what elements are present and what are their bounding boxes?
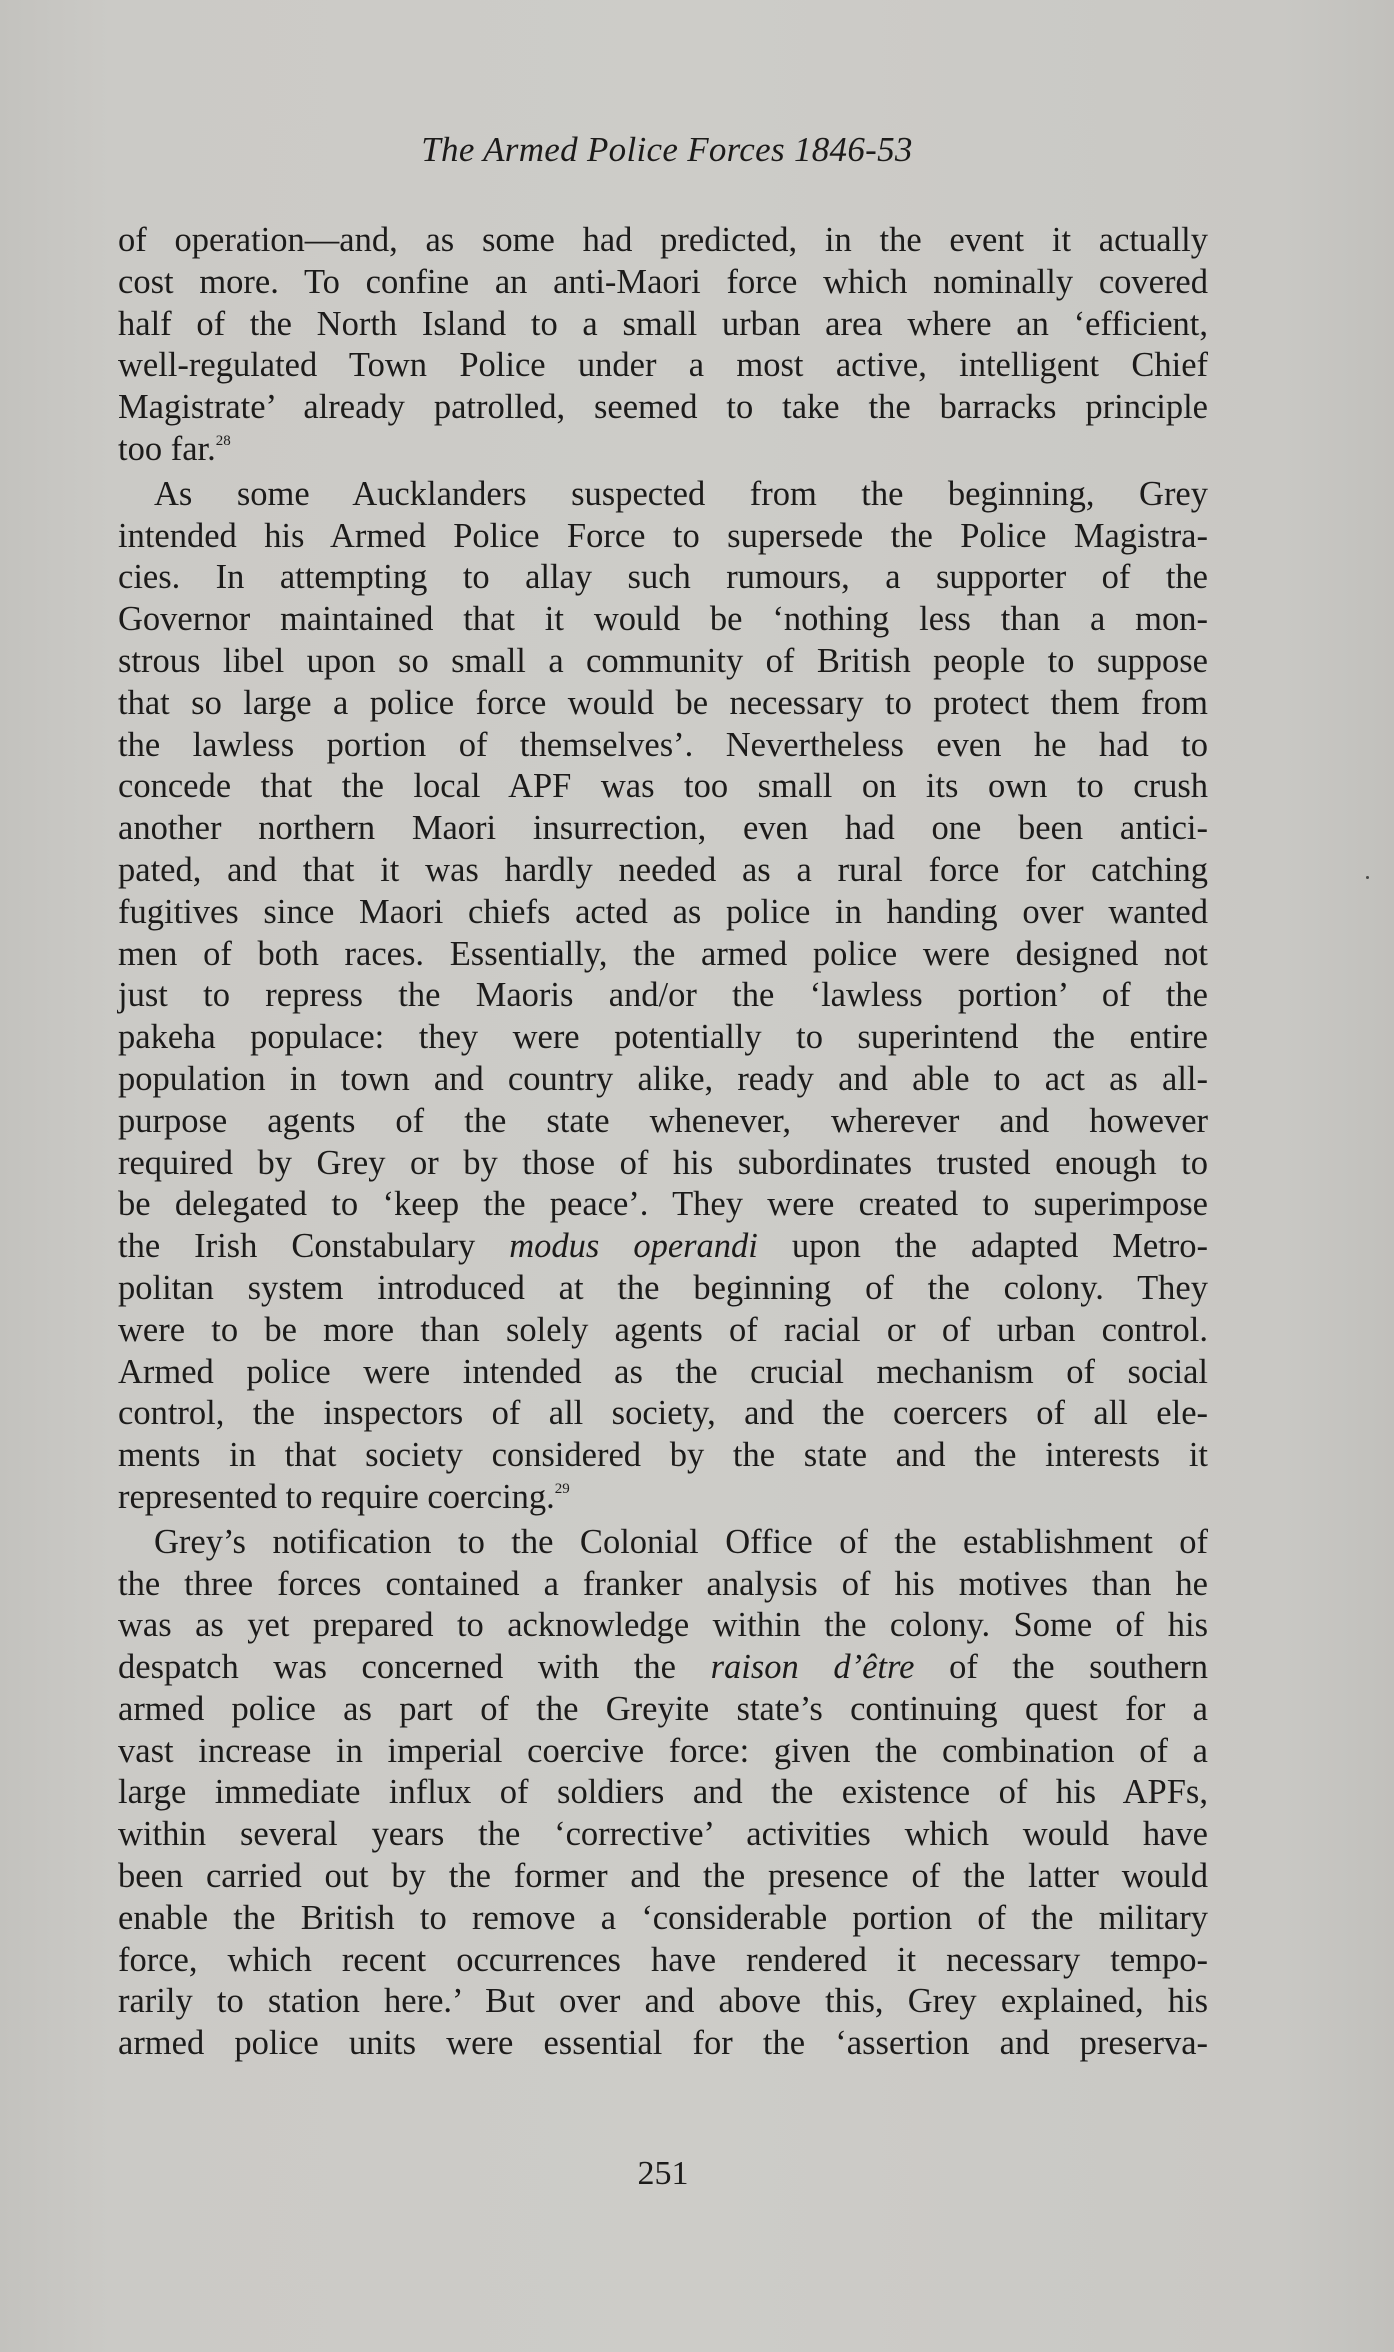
text-line: Armed police were intended as the crucial mechanism of social	[118, 1352, 1208, 1391]
text-line: be delegated to ‘keep the peace’. They were created to superimpose	[118, 1185, 1208, 1224]
text-line: rarily to station here.’ But over and above this, Grey explained, his	[118, 1982, 1208, 2021]
text-line	[118, 429, 1208, 471]
text-fragment: of the southern	[914, 1648, 1208, 1687]
text-fragment: upon the adapted Metro-	[757, 1227, 1208, 1266]
text-line: cies. In attempting to allay such rumours, a supporter of the	[118, 558, 1208, 597]
text-line: concede that the local APF was too small on its own to crush	[118, 767, 1208, 806]
text-line: that so large a police force would be necessary to protect them from	[118, 683, 1208, 722]
text-line: the lawless portion of themselves’. Nevertheless even he had to	[118, 725, 1208, 764]
text-line: men of both races. Essentially, the armed police were designed not	[118, 934, 1208, 973]
text-line: well-regulated Town Police under a most active, intelligent Chief	[118, 346, 1208, 385]
text-line: of operation—and, as some had predicted, in the event it actually	[118, 221, 1208, 259]
text-line: within several years the ‘corrective’ activities which would have	[118, 1815, 1208, 1854]
paragraph-2	[118, 474, 1208, 1519]
text-line: vast increase in imperial coercive force: given the combination of a	[118, 1731, 1208, 1770]
text-line	[118, 1647, 1208, 1689]
text-line	[118, 1477, 1208, 1519]
text-line: pakeha populace: they were potentially to superintend the entire	[118, 1018, 1208, 1057]
text-line: was as yet prepared to acknowledge within the colony. Some of his	[118, 1606, 1208, 1645]
text-line: politan system introduced at the beginning of the colony. They	[118, 1268, 1208, 1307]
footnote-ref: 28	[215, 432, 231, 449]
text-line: been carried out by the former and the presence of the latter would	[118, 1857, 1208, 1896]
text-line: strous libel upon so small a community of British people to suppose	[118, 641, 1208, 680]
italic-phrase: modus operandi	[509, 1227, 758, 1266]
text-line: armed police units were essential for the ‘assertion and preserva-	[118, 2024, 1208, 2063]
text-line: required by Grey or by those of his subordinates trusted enough to	[118, 1143, 1208, 1182]
text-line: the three forces contained a franker analysis of his motives than he	[118, 1564, 1208, 1603]
paragraph-1	[118, 220, 1208, 471]
footnote-ref: 29	[554, 1480, 570, 1497]
paper-speck	[1366, 876, 1369, 879]
text-line: were to be more than solely agents of racial or of urban control.	[118, 1310, 1208, 1349]
text-line	[118, 1226, 1208, 1268]
text-line: armed police as part of the Greyite state’s continuing quest for a	[118, 1689, 1208, 1728]
text-line: purpose agents of the state whenever, wherever and however	[118, 1101, 1208, 1140]
running-head: The Armed Police Forces 1846-53	[421, 130, 913, 169]
italic-phrase: raison d’être	[710, 1648, 915, 1687]
text-line: Magistrate’ already patrolled, seemed to take the barracks principle	[118, 388, 1208, 427]
text-line: large immediate influx of soldiers and the existence of his APFs,	[118, 1773, 1208, 1812]
text-line: intended his Armed Police Force to supersede the Police Magistra-	[118, 516, 1208, 555]
text-line: fugitives since Maori chiefs acted as police in handing over wanted	[118, 892, 1208, 931]
text-line: Grey’s notification to the Colonial Office of the establishment of	[154, 1522, 1208, 1561]
text-line: half of the North Island to a small urban area where an ‘efficient,	[118, 304, 1208, 343]
text-line: enable the British to remove a ‘considerable portion of the military	[118, 1898, 1208, 1937]
text-line: force, which recent occurrences have rendered it necessary tempo-	[118, 1940, 1208, 1979]
body-text	[118, 220, 1208, 2065]
page-number: 251	[637, 2155, 689, 2192]
text-line: As some Aucklanders suspected from the beginning, Grey	[154, 474, 1208, 513]
text-line: another northern Maori insurrection, even had one been antici-	[118, 809, 1208, 848]
text-fragment: too far.	[118, 429, 216, 468]
paragraph-3	[118, 1522, 1208, 2065]
text-line: cost more. To confine an anti-Maori force which nominally covered	[118, 262, 1208, 301]
text-line: Governor maintained that it would be ‘nothing less than a mon-	[118, 600, 1208, 639]
text-fragment: the Irish Constabulary	[118, 1227, 510, 1266]
text-line: just to repress the Maoris and/or the ‘lawless portion’ of the	[118, 976, 1208, 1015]
text-fragment: despatch was concerned with the	[118, 1648, 711, 1687]
text-line: pated, and that it was hardly needed as a rural force for catching	[118, 850, 1208, 889]
text-line: control, the inspectors of all society, and the coercers of all ele-	[118, 1394, 1208, 1433]
text-fragment: represented to require coercing.	[118, 1477, 555, 1516]
text-line: ments in that society considered by the state and the interests it	[118, 1436, 1208, 1475]
text-line: population in town and country alike, ready and able to act as all-	[118, 1059, 1208, 1098]
